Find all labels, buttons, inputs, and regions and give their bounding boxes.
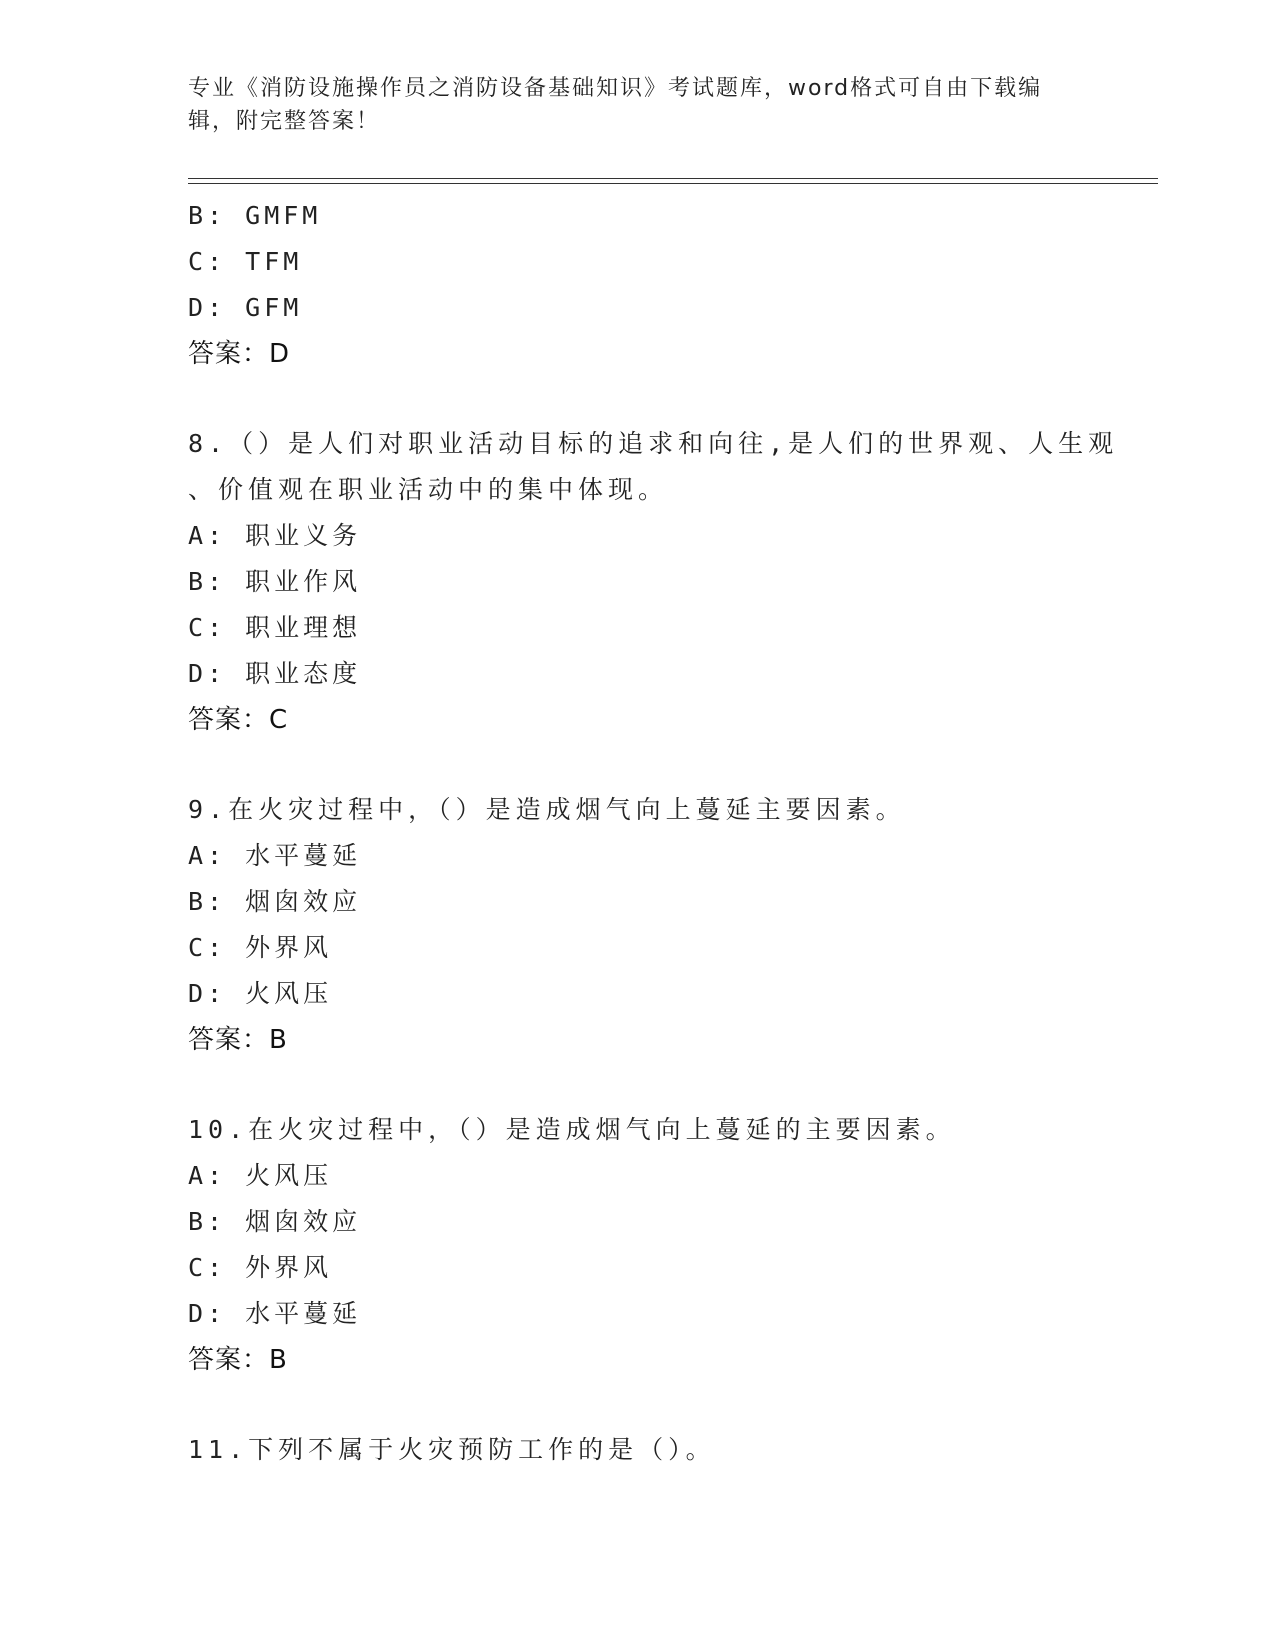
- question-stem: 10.在火灾过程中，（）是造成烟气向上蔓延的主要因素。: [188, 1115, 956, 1144]
- header-rule-top: [188, 178, 1158, 179]
- answer-line: 答案：C: [188, 705, 289, 735]
- spacer: [188, 377, 1108, 421]
- option-c: C: 外界风: [188, 1253, 333, 1282]
- answer-line: 答案：B: [188, 1025, 288, 1055]
- option-c: C: 职业理想: [188, 613, 362, 642]
- question-7-continued: [188, 193, 1108, 377]
- option-b: B: 职业作风: [188, 567, 362, 596]
- option-c: C: TFM: [188, 247, 303, 276]
- question-9: [188, 787, 1108, 1063]
- option-a: A: 职业义务: [188, 521, 362, 550]
- spacer: [188, 1383, 1108, 1427]
- question-8: [188, 421, 1119, 743]
- document-header: 专业《消防设施操作员之消防设备基础知识》考试题库，word格式可自由下载编辑，附完整答案！: [188, 76, 1043, 134]
- option-d: D: 职业态度: [188, 659, 362, 688]
- spacer: [188, 1063, 1108, 1107]
- question-stem: 8.（）是人们对职业活动目标的追求和向往,是人们的世界观、人生观: [188, 429, 1119, 458]
- option-a: A: 水平蔓延: [188, 841, 362, 870]
- answer-line: 答案：D: [188, 339, 291, 369]
- option-b: B: 烟囱效应: [188, 1207, 362, 1236]
- header-rule-bottom: [188, 183, 1158, 184]
- question-stem: 、价值观在职业活动中的集中体现。: [188, 475, 669, 504]
- option-c: C: 外界风: [188, 933, 333, 962]
- option-d: D: 水平蔓延: [188, 1299, 362, 1328]
- option-d: D: 火风压: [188, 979, 333, 1008]
- option-d: D: GFM: [188, 293, 303, 322]
- spacer: [188, 743, 1108, 787]
- answer-line: 答案：B: [188, 1345, 288, 1375]
- option-a: A: 火风压: [188, 1161, 333, 1190]
- question-stem: 9.在火灾过程中，（）是造成烟气向上蔓延主要因素。: [188, 795, 906, 824]
- question-list: [188, 193, 1119, 1473]
- question-10: [188, 1107, 1108, 1383]
- question-stem: 11.下列不属于火灾预防工作的是（）。: [188, 1435, 716, 1464]
- option-b: B: GMFM: [188, 201, 322, 230]
- question-11: [188, 1427, 1108, 1473]
- option-b: B: 烟囱效应: [188, 887, 362, 916]
